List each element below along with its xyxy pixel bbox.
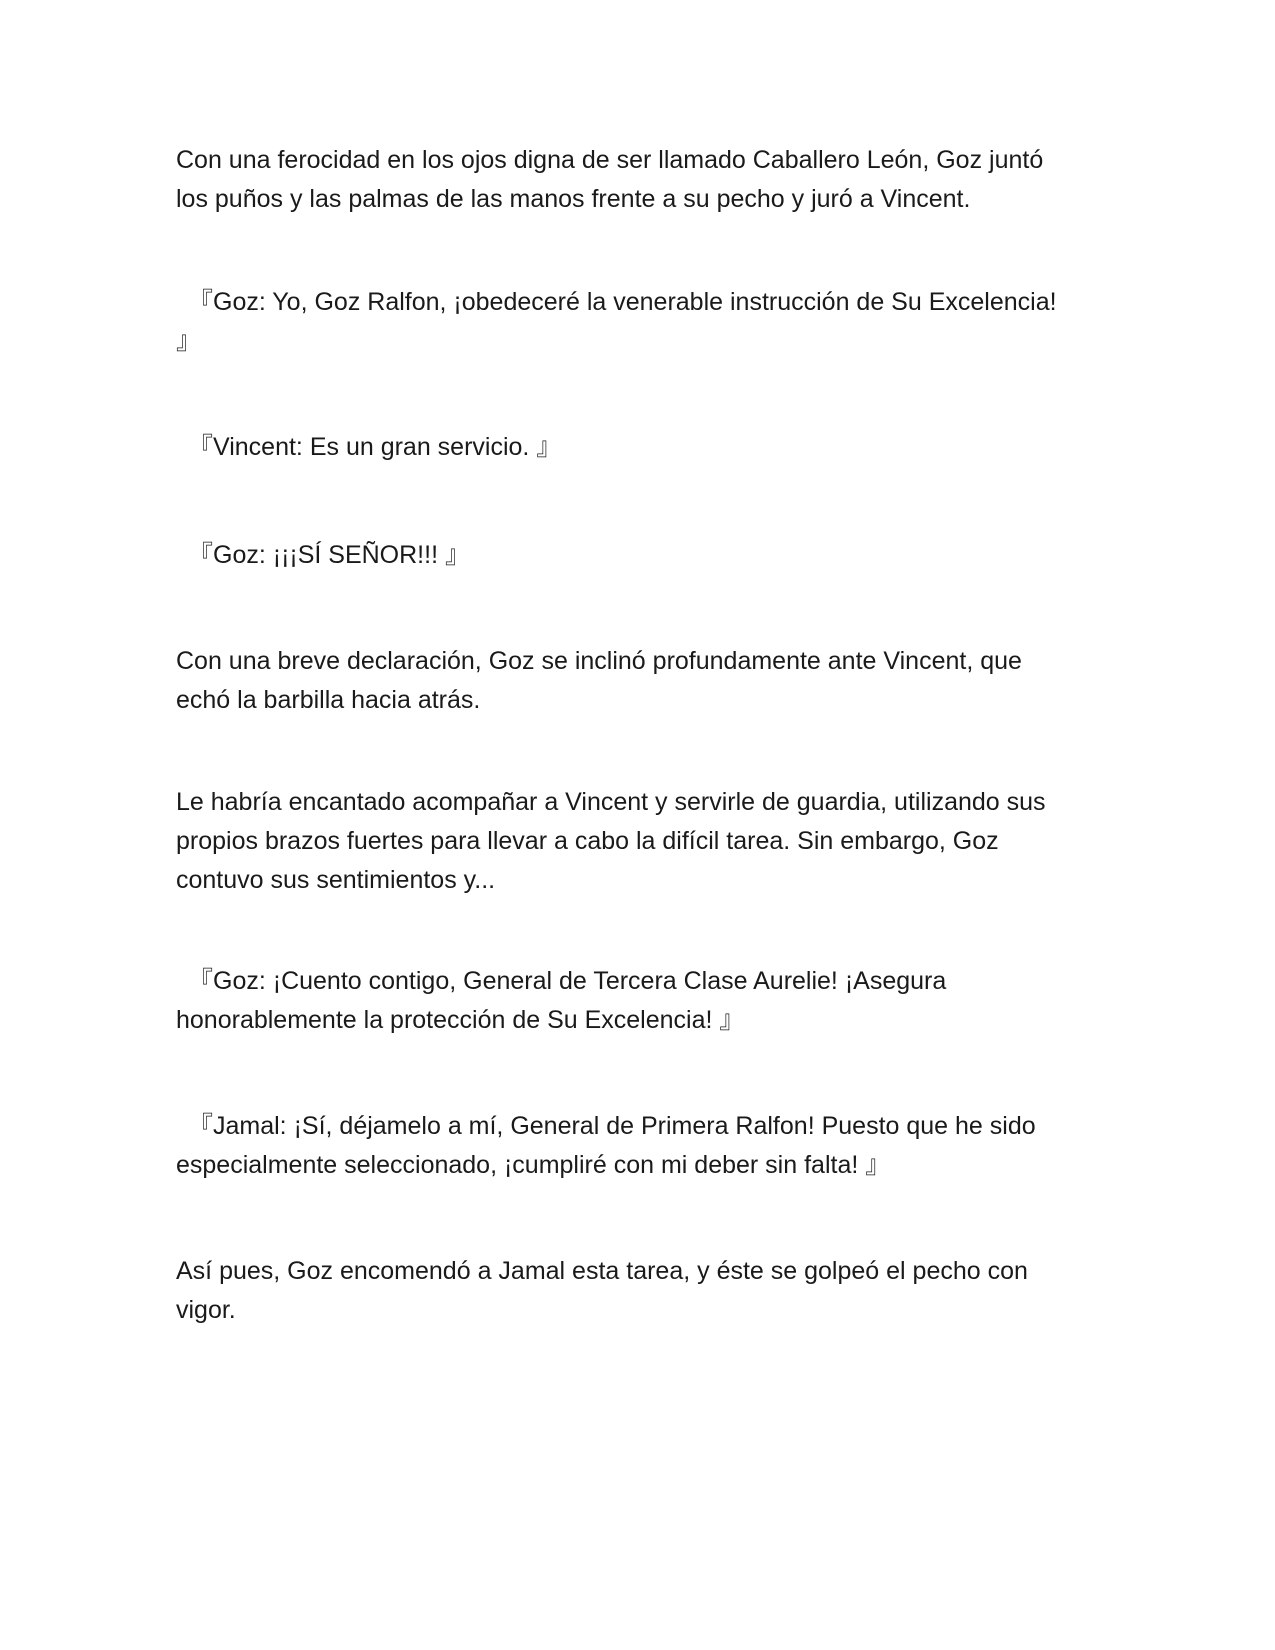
text-line: 『Goz: ¡Cuento contigo, General de Tercera Clase Aurelie! ¡Asegura: [188, 967, 947, 995]
paragraph-6: [176, 783, 1106, 900]
text-line: contuvo sus sentimientos y...: [176, 866, 496, 894]
text-line: echó la barbilla hacia atrás.: [176, 686, 481, 714]
text-line: 『Goz: ¡¡¡SÍ SEÑOR!!! 』: [188, 541, 470, 569]
paragraph-2: [176, 283, 1106, 361]
paragraph-1: [176, 141, 1106, 219]
paragraph-4: [176, 536, 1106, 575]
text-line: Con una breve declaración, Goz se inclinó profundamente ante Vincent, que: [176, 647, 1022, 675]
paragraph-7: [176, 962, 1106, 1040]
paragraph-8: [176, 1107, 1106, 1185]
paragraph-5: [176, 642, 1106, 720]
text-line: Le habría encantado acompañar a Vincent y servirle de guardia, utilizando sus: [176, 788, 1046, 816]
text-line: 『Jamal: ¡Sí, déjamelo a mí, General de Primera Ralfon! Puesto que he sido: [188, 1112, 1036, 1140]
text-line: 『Goz: Yo, Goz Ralfon, ¡obedeceré la venerable instrucción de Su Excelencia!: [188, 288, 1057, 316]
text-line: especialmente seleccionado, ¡cumpliré con mi deber sin falta! 』: [176, 1151, 891, 1179]
text-line: 』: [176, 327, 202, 355]
text-line: Así pues, Goz encomendó a Jamal esta tarea, y éste se golpeó el pecho con: [176, 1257, 1028, 1285]
text-line: los puños y las palmas de las manos frente a su pecho y juró a Vincent.: [176, 185, 971, 213]
text-line: propios brazos fuertes para llevar a cabo la difícil tarea. Sin embargo, Goz: [176, 827, 999, 855]
text-line: honorablemente la protección de Su Excelencia! 』: [176, 1006, 745, 1034]
text-line: Con una ferocidad en los ojos digna de ser llamado Caballero León, Goz juntó: [176, 146, 1044, 174]
text-line: 『Vincent: Es un gran servicio. 』: [188, 433, 562, 461]
paragraph-3: [176, 428, 1106, 467]
paragraph-9: [176, 1252, 1106, 1330]
text-line: vigor.: [176, 1296, 236, 1324]
